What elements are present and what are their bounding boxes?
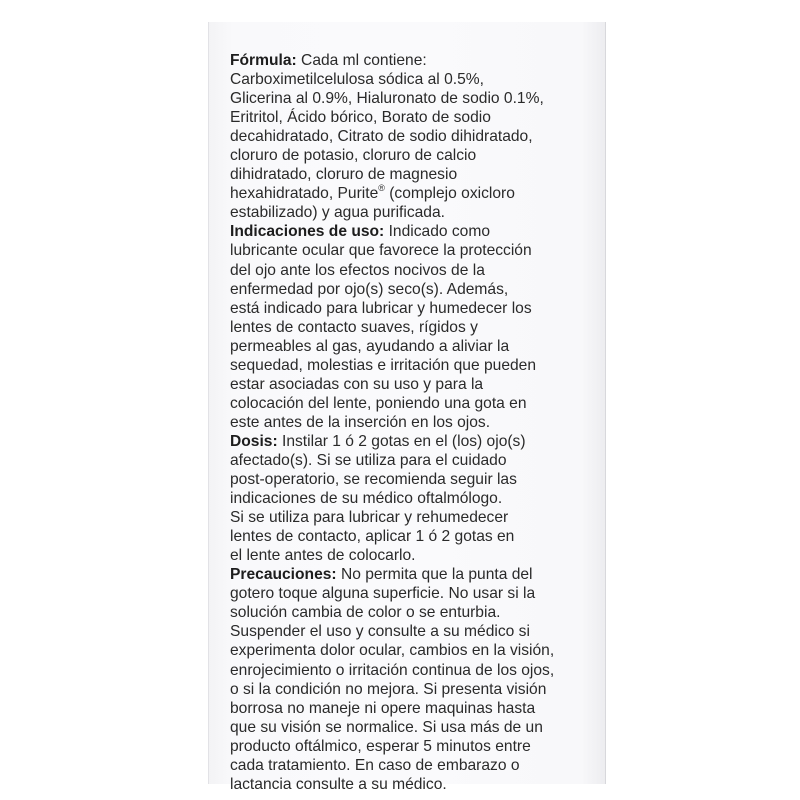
indicaciones-section: [230, 222, 602, 432]
precauciones-body: No permita que la punta del gotero toque alguna superficie. No usar si la solución cambia de color o se enturbia. Suspender el uso y consulte a su médico si experimenta dolor ocular, cambios en la visión, enrojecimiento o irritación continua de los ojos, o si la condición no mejora. Si presenta visión borrosa no maneje ni opere maquinas hasta que su visión se normalice. Si usa más de un producto oftálmico, esperar 5 minutos entre cada tratamiento. En caso de embarazo o lactancia consulte a su médico.: [230, 566, 555, 793]
dosis-section: [230, 432, 602, 565]
formula-section: [230, 51, 602, 222]
formula-outro: (complejo oxicloro estabilizado) y agua purificada.: [230, 185, 515, 222]
indicaciones-heading: Indicaciones de uso:: [230, 223, 385, 241]
precauciones-section: [230, 565, 602, 794]
indicaciones-body: Indicado como lubricante ocular que favorece la protección del ojo ante los efectos nocivos de la enfermedad por ojo(s) seco(s). Además, está indicado para lubricar y humedecer los lentes de contacto suaves, rígidos y permeables al gas, ayudando a aliviar la sequedad, molestias e irritación que pueden estar asociadas con su uso y para la colocación del lente, poniendo una gota en este antes de la inserción en los ojos.: [230, 223, 537, 431]
registered-trademark-mark: ®: [378, 183, 385, 194]
precauciones-heading: Precauciones:: [230, 566, 337, 584]
dosis-heading: Dosis:: [230, 432, 278, 450]
package-insert-text: [230, 51, 602, 794]
formula-heading: Fórmula:: [230, 52, 297, 69]
formula-intro: Cada ml contiene: Carboximetilcelulosa sódica al 0.5%, Glicerina al 0.9%, Hialuronato de sodio 0.1%, Eritritol, Ácido bórico, Borato de sodio decahidratado, Citrato de sodio dihidratado, cloruro de potasio, cloruro de calcio dihidratado, cloruro de magnesio hexahidratado, Purite: [230, 52, 544, 203]
dosis-body: Instilar 1 ó 2 gotas en el (los) ojo(s) afectado(s). Si se utiliza para el cuidado post-operatorio, se recomienda seguir las indicaciones de su médico oftalmólogo. Si se utiliza para lubricar y rehumedecer lentes de contacto, aplicar 1 ó 2 gotas en el lente antes de colocarlo.: [230, 432, 526, 565]
